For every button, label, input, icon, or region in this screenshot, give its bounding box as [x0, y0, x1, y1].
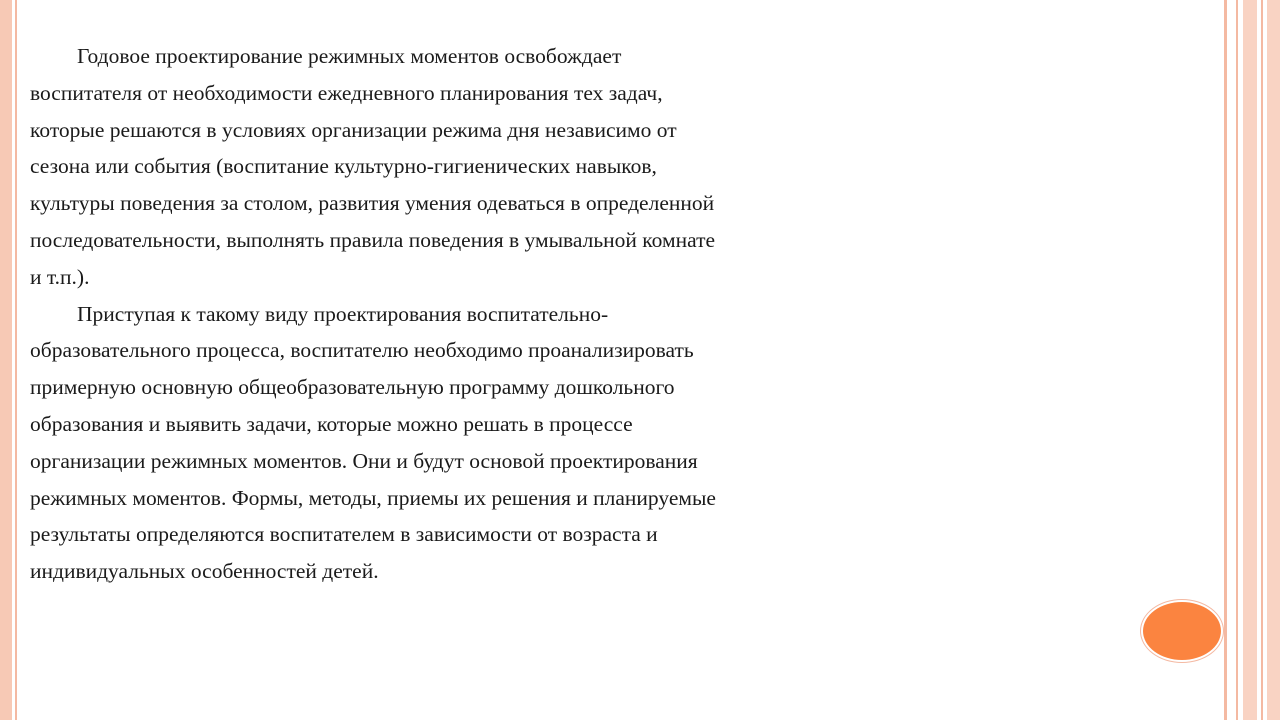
- paragraph-2: Приступая к такому виду проектирования воспитательно-образовательного процесса, воспитателю необходимо проанализировать примерную основную общеобразовательную программу дошкольного образования и выявить задачи, которые можно решать в процессе организации режимных моментов. Они и будут основой проектирования режимных моментов. Формы, методы, приемы их решения и планируемые результаты определяются воспитателем в зависимости от возраста и индивидуальных особенностей детей.: [30, 301, 716, 584]
- right-border-band-1: [1243, 0, 1257, 720]
- paragraph-1: Годовое проектирование режимных моментов освобождает воспитателя от необходимости ежедневного планирования тех задач, которые решаются в условиях организации режима дня независимо от сезона или события (воспитание культурно-гигиенических навыков, культуры поведения за столом, развития умения одеваться в определенной последовательности, выполнять правила поведения в умывальной комнате и т.п.).: [30, 44, 716, 289]
- left-border-line: [15, 0, 17, 720]
- text-body: [30, 38, 730, 590]
- right-border-line-1: [1224, 0, 1227, 720]
- left-border-band: [0, 0, 12, 720]
- right-border-band-2: [1267, 0, 1280, 720]
- decorative-circle: [1141, 600, 1223, 662]
- right-border-line-3: [1261, 0, 1263, 720]
- right-border-line-2: [1236, 0, 1238, 720]
